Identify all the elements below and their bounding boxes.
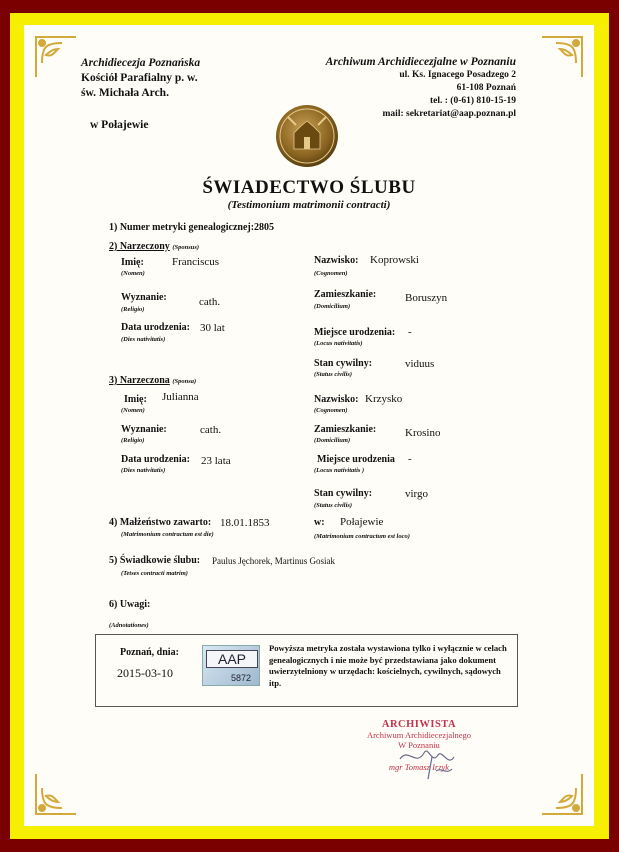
archive-mail: mail: sekretariat@aap.poznan.pl [382, 109, 516, 119]
bride-religion-label: Wyznanie: [121, 424, 167, 435]
marriage-place-label: w: [314, 517, 325, 528]
marriage-place: Połajewie [340, 516, 384, 528]
bride-birth-label: Data urodzenia: [121, 454, 190, 465]
parish-location: w Połajewie [90, 119, 149, 131]
groom-religion-latin: (Religio) [121, 306, 145, 313]
issue-place-label: Poznań, dnia: [120, 647, 179, 658]
issue-statement: Powyższa metryka została wystawiona tylko i wyłącznie w celach genealogicznych i nie może być przedstawiana jako dokument uwierzytelniony w urzędach: kościelnych, cywilnych, sądowych itp. [269, 643, 507, 688]
archive-block [326, 56, 516, 121]
corner-ornament-top-left-icon [32, 33, 80, 81]
groom-surname-label: Nazwisko: [314, 255, 359, 266]
record-number-label: 1) Numer metryki genealogicznej: [109, 222, 255, 233]
bride-section [109, 375, 196, 386]
bride-civil-label: Stan cywilny: [314, 488, 373, 499]
bride-birthplace: - [408, 453, 412, 465]
corner-ornament-bottom-right-icon [538, 770, 586, 818]
groom-section [109, 241, 199, 252]
bride-birthplace-latin: (Locus nativitatis ) [314, 467, 365, 474]
bride-first-name-latin: (Nomen) [121, 407, 145, 414]
hologram-seal [202, 645, 260, 686]
notes-label: 6) Uwagi: [109, 599, 151, 610]
groom-section-label: 2) Narzeczony [109, 241, 170, 252]
groom-birth: 30 lat [200, 322, 225, 334]
bride-section-label: 3) Narzeczona [109, 375, 170, 386]
stamp-name: mgr Tomasz Irzyk [388, 762, 450, 772]
groom-birthplace-latin: (Locus nativitatis) [314, 340, 363, 347]
marriage-latin: (Matrimonium contractum est die) [121, 531, 214, 538]
groom-civil-latin: (Status civilis) [314, 371, 353, 378]
groom-first-name-label: Imię: [121, 257, 144, 268]
bride-section-latin: (Sponsa) [172, 378, 197, 385]
stamp-line3: W Poznaniu [398, 740, 440, 750]
bride-residence-latin: (Domicilium) [314, 437, 351, 444]
archdiocese-seal-icon [274, 103, 340, 169]
issue-box [95, 634, 518, 707]
witnesses-label: 5) Świadkowie ślubu: [109, 555, 201, 566]
marriage-label: 4) Małżeństwo zawarto: [109, 517, 212, 528]
bride-civil-latin: (Status civilis) [314, 502, 353, 509]
record-number-value: 2805 [254, 222, 274, 233]
groom-civil-label: Stan cywilny: [314, 358, 373, 369]
parish-diocese: Archidiecezja Poznańska [81, 57, 201, 69]
groom-residence-latin: (Domicilium) [314, 303, 351, 310]
groom-birth-latin: (Dies nativitatis) [121, 336, 166, 343]
bride-surname-label: Nazwisko: [314, 394, 359, 405]
groom-religion: cath. [199, 296, 221, 308]
marriage-date: 18.01.1853 [220, 517, 270, 529]
bride-birth: 23 lata [201, 455, 231, 467]
stamp-line1: ARCHIWISTA [381, 719, 457, 730]
groom-section-latin: (Sponsus) [172, 244, 200, 251]
corner-ornament-bottom-left-icon [32, 770, 80, 818]
certificate-subtitle: (Testimonium matrimonii contracti) [227, 199, 391, 211]
corner-ornament-top-right-icon [538, 33, 586, 81]
parish-church: Kościół Parafialny p. w. [81, 72, 198, 84]
bride-religion: cath. [200, 424, 222, 436]
certificate-title: ŚWIADECTWO ŚLUBU [202, 177, 416, 198]
groom-civil: viduus [405, 358, 435, 370]
parish-block [81, 56, 200, 101]
bride-first-name: Julianna [162, 391, 199, 403]
groom-birthplace: - [408, 326, 412, 338]
bride-birth-latin: (Dies nativitatis) [121, 467, 166, 474]
bride-civil: virgo [405, 488, 429, 500]
hologram-seal-number: 5872 [231, 673, 252, 683]
archive-street: ul. Ks. Ignacego Posadzego 2 [399, 70, 516, 80]
groom-religion-label: Wyznanie: [121, 292, 167, 303]
witnesses-latin: (Tetses contracti matrim) [121, 570, 188, 577]
witnesses-value: Paulus Jęchorek, Martinus Gosiak [212, 556, 335, 566]
stamp-line2: Archiwum Archidiecezjalnego [366, 730, 472, 740]
archive-name: Archiwum Archidiecezjalne w Poznaniu [325, 56, 516, 68]
bride-residence-label: Zamieszkanie: [314, 424, 377, 435]
groom-first-name: Franciscus [172, 256, 220, 268]
bride-residence: Krosino [405, 427, 441, 439]
groom-birthplace-label: Miejsce urodzenia: [314, 327, 396, 338]
bride-surname: Krzysko [365, 393, 403, 405]
hologram-seal-text: AAP [206, 650, 258, 668]
certificate-page [24, 25, 594, 826]
bride-first-name-label: Imię: [124, 394, 147, 405]
groom-first-name-latin: (Nomen) [121, 270, 145, 277]
archive-city: 61-108 Poznań [456, 83, 516, 93]
parish-patron: św. Michała Arch. [81, 87, 169, 99]
bride-birthplace-label: Miejsce urodzenia [317, 454, 395, 465]
archive-tel: tel. : (0-61) 810-15-19 [429, 96, 516, 106]
groom-residence: Boruszyn [405, 292, 448, 304]
groom-birth-label: Data urodzenia: [121, 322, 190, 333]
bride-surname-latin: (Cognomen) [314, 407, 348, 414]
issue-date: 2015-03-10 [117, 666, 173, 680]
groom-surname-latin: (Cognomen) [314, 270, 348, 277]
signature-icon [394, 737, 474, 782]
notes-latin: (Adnotationes) [109, 622, 149, 629]
bride-religion-latin: (Religio) [121, 437, 145, 444]
marriage-place-latin: (Matrimonium contractum est loco) [314, 533, 410, 540]
groom-surname: Koprowski [370, 254, 419, 266]
groom-residence-label: Zamieszkanie: [314, 289, 377, 300]
